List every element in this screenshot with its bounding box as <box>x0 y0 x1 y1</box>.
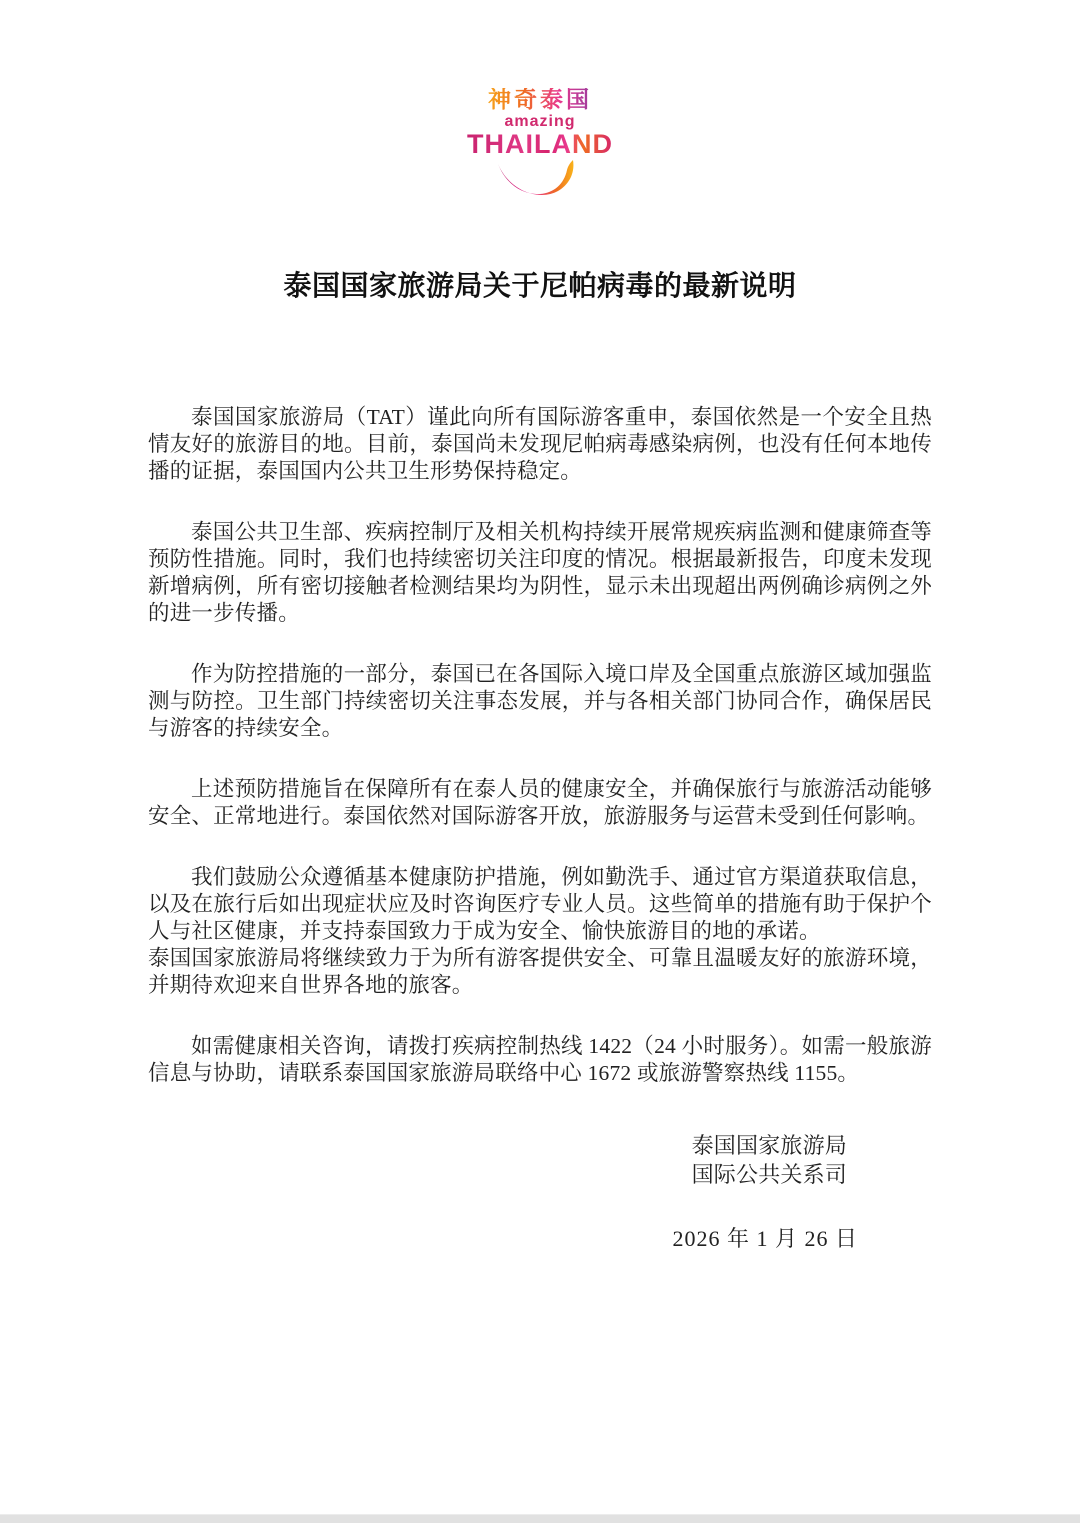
page-title: 泰国国家旅游局关于尼帕病毒的最新说明 <box>283 271 797 302</box>
paragraph-4: 上述预防措施旨在保障所有在泰人员的健康安全，并确保旅行与旅游活动能够安全、正常地进行。泰国依然对国际游客开放，旅游服务与运营未受到任何影响。 <box>148 777 932 828</box>
signature-date: 2026 年 1 月 26 日 <box>672 1226 858 1251</box>
logo-amazing-text: amazing <box>504 113 576 130</box>
paragraph-6: 泰国国家旅游局将继续致力于为所有游客提供安全、可靠且温暖友好的旅游环境，并期待欢迎来自世界各地的旅客。 <box>148 946 932 997</box>
logo-thailand-text: THAILAND <box>467 129 613 159</box>
signature-block <box>692 1131 847 1189</box>
paragraph-5: 我们鼓励公众遵循基本健康防护措施，例如勤洗手、通过官方渠道获取信息，以及在旅行后如出现症状应及时咨询医疗专业人员。这些简单的措施有助于保护个人与社区健康，并支持泰国致力于成为安全、愉快旅游目的地的承诺。 <box>148 865 932 943</box>
amazing-thailand-logo <box>0 88 1080 204</box>
paragraph-1: 泰国国家旅游局（TAT）谨此向所有国际游客重申，泰国依然是一个安全且热情友好的旅游目的地。目前，泰国尚未发现尼帕病毒感染病例，也没有任何本地传播的证据，泰国国内公共卫生形势保持稳定。 <box>148 405 932 483</box>
paragraph-7-hotlines: 如需健康相关咨询，请拨打疾病控制热线 1422（24 小时服务）。如需一般旅游信息与协助，请联系泰国国家旅游局联络中心 1672 或旅游警察热线 1155。 <box>148 1034 932 1085</box>
logo-smile-swoosh-icon <box>0 160 1080 204</box>
paragraph-2: 泰国公共卫生部、疾病控制厅及相关机构持续开展常规疾病监测和健康筛查等预防性措施。同时，我们也持续密切关注印度的情况。根据最新报告，印度未发现新增病例，所有密切接触者检测结果均为阴性，显示未出现超出两例确诊病例之外的进一步传播。 <box>148 520 932 625</box>
paragraph-3: 作为防控措施的一部分，泰国已在各国际入境口岸及全国重点旅游区域加强监测与防控。卫生部门持续密切关注事态发展，并与各相关部门协同合作，确保居民与游客的持续安全。 <box>148 662 932 740</box>
signature-org: 泰国国家旅游局 <box>691 1133 847 1158</box>
page-bottom-bar <box>0 1514 1080 1523</box>
signature-department: 国际公共关系司 <box>691 1162 847 1187</box>
logo-chinese-text: 神奇泰国 <box>488 86 592 112</box>
document-body <box>148 404 932 1252</box>
